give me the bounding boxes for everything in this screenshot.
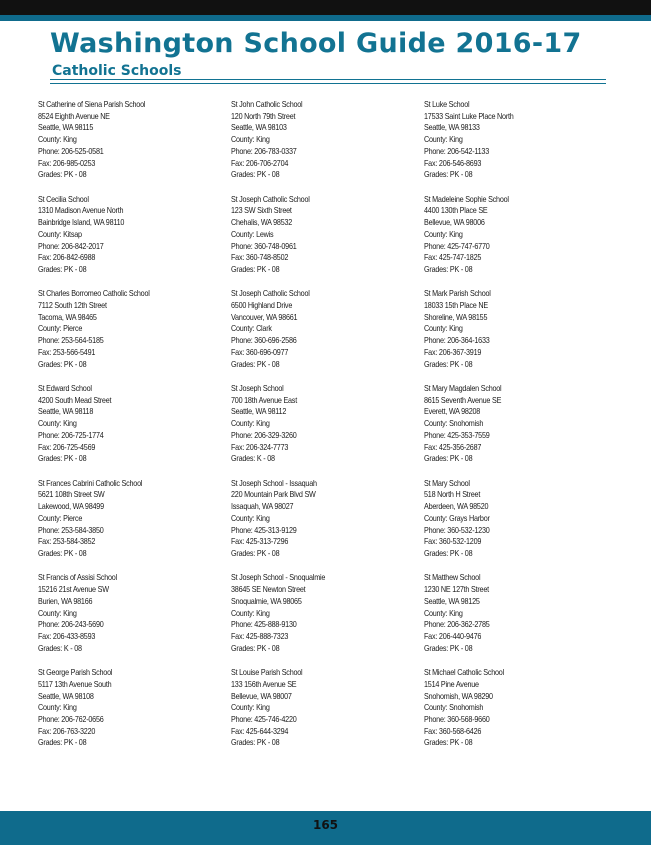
- school-entry: [231, 572, 421, 667]
- school-entry: [424, 194, 614, 289]
- school-city: Vancouver, WA 98661: [231, 312, 298, 322]
- school-fax: Fax: 425-356-2687: [424, 442, 482, 452]
- school-city: Burien, WA 98166: [38, 596, 93, 606]
- school-fax: Fax: 206-706-2704: [231, 158, 289, 168]
- school-phone: Phone: 206-525-0581: [38, 146, 104, 156]
- page-subtitle: Catholic Schools: [52, 63, 182, 79]
- school-city: Chehalis, WA 98532: [231, 218, 293, 228]
- school-city: Lakewood, WA 98499: [38, 502, 104, 512]
- school-phone: Phone: 206-362-2785: [424, 620, 490, 630]
- school-address: 15216 21st Avenue SW: [38, 585, 109, 595]
- school-fax: Fax: 425-888-7323: [231, 631, 289, 641]
- school-phone: Phone: 206-364-1633: [424, 336, 490, 346]
- school-address: 1230 NE 127th Street: [424, 585, 489, 595]
- school-phone: Phone: 425-313-9129: [231, 525, 297, 535]
- school-fax: Fax: 253-584-3852: [38, 537, 96, 547]
- school-grades: Grades: PK - 08: [424, 548, 473, 558]
- school-phone: Phone: 206-725-1774: [38, 430, 104, 440]
- school-fax: Fax: 360-532-1209: [424, 537, 482, 547]
- school-fax: Fax: 206-367-3919: [424, 347, 482, 357]
- school-grades: Grades: PK - 08: [424, 738, 473, 748]
- school-fax: Fax: 206-546-8693: [424, 158, 482, 168]
- school-fax: Fax: 206-985-0253: [38, 158, 96, 168]
- school-grades: Grades: PK - 08: [231, 264, 280, 274]
- school-fax: Fax: 253-566-5491: [38, 347, 96, 357]
- school-phone: Phone: 360-532-1230: [424, 525, 490, 535]
- header-rule-bottom: [50, 83, 606, 84]
- school-entry: [231, 288, 421, 383]
- school-city: Seattle, WA 98112: [231, 407, 287, 417]
- school-name: St Madeleine Sophie School: [424, 194, 509, 204]
- school-fax: Fax: 360-748-8502: [231, 253, 289, 263]
- school-name: St Luke School: [424, 100, 470, 109]
- school-city: Bellevue, WA 98006: [424, 218, 485, 228]
- school-entry: [424, 383, 614, 478]
- school-phone: Phone: 206-329-3260: [231, 430, 297, 440]
- school-fax: Fax: 206-763-3220: [38, 726, 96, 736]
- school-name: St Michael Catholic School: [424, 668, 504, 678]
- school-grades: Grades: PK - 08: [231, 643, 280, 653]
- school-grades: Grades: PK - 08: [38, 264, 87, 274]
- school-name: St John Catholic School: [231, 100, 303, 109]
- school-entry: [38, 572, 228, 667]
- school-grades: Grades: PK - 08: [231, 359, 280, 369]
- school-county: County: King: [231, 513, 270, 523]
- school-city: Snohomish, WA 98290: [424, 691, 493, 701]
- school-address: 120 North 79th Street: [231, 111, 296, 121]
- school-address: 7112 South 12th Street: [38, 301, 107, 311]
- school-city: Seattle, WA 98108: [38, 691, 94, 701]
- school-name: St George Parish School: [38, 668, 113, 678]
- school-fax: Fax: 206-440-9476: [424, 631, 482, 641]
- school-entry: [424, 99, 614, 194]
- school-city: Issaquah, WA 98027: [231, 502, 294, 512]
- school-name: St Mary School: [424, 478, 470, 488]
- school-city: Bainbridge Island, WA 98110: [38, 218, 125, 228]
- school-name: St Joseph Catholic School: [231, 289, 310, 299]
- school-grades: Grades: PK - 08: [424, 170, 473, 180]
- school-entry: [38, 383, 228, 478]
- school-fax: Fax: 360-568-6426: [424, 726, 482, 736]
- school-county: County: King: [38, 703, 77, 713]
- school-grades: Grades: PK - 08: [424, 643, 473, 653]
- school-name: St Frances Cabrini Catholic School: [38, 478, 143, 488]
- school-phone: Phone: 253-564-5185: [38, 336, 104, 346]
- school-address: 133 156th Avenue SE: [231, 679, 297, 689]
- school-phone: Phone: 206-762-0656: [38, 714, 104, 724]
- school-column-2: [231, 99, 421, 762]
- school-county: County: Grays Harbor: [424, 513, 490, 523]
- school-grades: Grades: PK - 08: [38, 170, 87, 180]
- school-entry: [38, 99, 228, 194]
- school-county: County: King: [231, 608, 270, 618]
- school-name: St Cecilia School: [38, 194, 89, 204]
- school-address: 8615 Seventh Avenue SE: [424, 395, 502, 405]
- school-address: 17533 Saint Luke Place North: [424, 111, 514, 121]
- school-fax: Fax: 206-324-7773: [231, 442, 289, 452]
- school-name: St Mary Magdalen School: [424, 384, 502, 394]
- school-entry: [231, 194, 421, 289]
- school-entry: [424, 572, 614, 667]
- school-county: County: Pierce: [38, 513, 83, 523]
- page-title: Washington School Guide 2016-17: [50, 28, 582, 59]
- school-name: St Louise Parish School: [231, 668, 303, 678]
- school-entry: [38, 667, 228, 762]
- top-bar-black: [0, 0, 651, 15]
- school-city: Bellevue, WA 98007: [231, 691, 292, 701]
- school-fax: Fax: 206-433-8593: [38, 631, 96, 641]
- school-fax: Fax: 206-725-4569: [38, 442, 96, 452]
- school-city: Seattle, WA 98103: [231, 123, 287, 133]
- school-city: Seattle, WA 98133: [424, 123, 480, 133]
- school-address: 700 18th Avenue East: [231, 395, 297, 405]
- school-fax: Fax: 425-747-1825: [424, 253, 482, 263]
- page-number: 165: [312, 818, 339, 832]
- school-county: County: King: [38, 608, 77, 618]
- school-county: County: Lewis: [231, 229, 274, 239]
- school-phone: Phone: 206-842-2017: [38, 241, 104, 251]
- school-name: St Joseph Catholic School: [231, 194, 310, 204]
- school-city: Seattle, WA 98115: [38, 123, 94, 133]
- school-address: 8524 Eighth Avenue NE: [38, 111, 110, 121]
- school-address: 1514 Pine Avenue: [424, 679, 479, 689]
- school-county: County: Kitsap: [38, 229, 82, 239]
- school-county: County: King: [231, 135, 270, 145]
- school-column-3: [424, 99, 614, 762]
- school-name: St Joseph School - Issaquah: [231, 478, 317, 488]
- school-address: 6500 Highland Drive: [231, 301, 293, 311]
- school-phone: Phone: 206-542-1133: [424, 146, 489, 156]
- school-listing: [38, 99, 618, 759]
- school-county: County: King: [231, 419, 270, 429]
- school-phone: Phone: 253-584-3850: [38, 525, 104, 535]
- school-fax: Fax: 206-842-6988: [38, 253, 96, 263]
- school-grades: Grades: K - 08: [38, 643, 82, 653]
- school-phone: Phone: 425-888-9130: [231, 620, 297, 630]
- school-county: County: Snohomish: [424, 703, 484, 713]
- school-city: Snoqualmie, WA 98065: [231, 596, 302, 606]
- school-address: 123 SW Sixth Street: [231, 206, 292, 216]
- school-name: St Matthew School: [424, 573, 481, 583]
- school-city: Shoreline, WA 98155: [424, 312, 488, 322]
- school-county: County: King: [38, 135, 77, 145]
- school-grades: Grades: PK - 08: [424, 359, 473, 369]
- school-address: 4400 130th Place SE: [424, 206, 488, 216]
- school-grades: Grades: PK - 08: [231, 738, 280, 748]
- school-grades: Grades: K - 08: [231, 454, 275, 464]
- school-name: St Joseph School - Snoqualmie: [231, 573, 326, 583]
- school-name: St Charles Borromeo Catholic School: [38, 289, 150, 299]
- school-fax: Fax: 360-696-0977: [231, 347, 289, 357]
- school-address: 5621 108th Street SW: [38, 490, 105, 500]
- school-entry: [231, 478, 421, 573]
- school-name: St Joseph School: [231, 384, 284, 394]
- school-entry: [231, 99, 421, 194]
- school-grades: Grades: PK - 08: [231, 170, 280, 180]
- school-name: St Francis of Assisi School: [38, 573, 117, 583]
- school-column-1: [38, 99, 228, 762]
- school-entry: [38, 478, 228, 573]
- school-entry: [424, 667, 614, 762]
- school-grades: Grades: PK - 08: [424, 454, 473, 464]
- school-phone: Phone: 206-783-0337: [231, 146, 297, 156]
- school-phone: Phone: 206-243-5690: [38, 620, 104, 630]
- school-city: Tacoma, WA 98465: [38, 312, 97, 322]
- school-county: County: King: [424, 229, 463, 239]
- school-address: 4200 South Mead Street: [38, 395, 112, 405]
- school-name: St Mark Parish School: [424, 289, 491, 299]
- school-city: Everett, WA 98208: [424, 407, 481, 417]
- school-entry: [424, 288, 614, 383]
- school-city: Aberdeen, WA 98520: [424, 502, 489, 512]
- school-county: County: King: [424, 135, 463, 145]
- school-entry: [231, 383, 421, 478]
- school-entry: [231, 667, 421, 762]
- header-rule-top: [50, 79, 606, 80]
- school-phone: Phone: 360-568-9660: [424, 714, 490, 724]
- school-entry: [424, 478, 614, 573]
- school-address: 518 North H Street: [424, 490, 481, 500]
- school-address: 220 Mountain Park Blvd SW: [231, 490, 316, 500]
- school-city: Seattle, WA 98125: [424, 596, 480, 606]
- school-grades: Grades: PK - 08: [424, 264, 473, 274]
- school-name: St Edward School: [38, 384, 92, 394]
- school-county: County: King: [424, 324, 463, 334]
- school-name: St Catherine of Siena Parish School: [38, 100, 146, 109]
- school-grades: Grades: PK - 08: [38, 359, 87, 369]
- school-address: 1310 Madison Avenue North: [38, 206, 124, 216]
- school-address: 5117 13th Avenue South: [38, 679, 112, 689]
- school-county: County: King: [424, 608, 463, 618]
- school-fax: Fax: 425-644-3294: [231, 726, 289, 736]
- school-phone: Phone: 425-746-4220: [231, 714, 297, 724]
- school-city: Seattle, WA 98118: [38, 407, 94, 417]
- school-entry: [38, 288, 228, 383]
- school-address: 18033 15th Place NE: [424, 301, 488, 311]
- school-entry: [38, 194, 228, 289]
- school-county: County: Clark: [231, 324, 272, 334]
- school-phone: Phone: 360-696-2586: [231, 336, 297, 346]
- school-phone: Phone: 425-747-6770: [424, 241, 490, 251]
- school-fax: Fax: 425-313-7296: [231, 537, 289, 547]
- school-grades: Grades: PK - 08: [231, 548, 280, 558]
- school-grades: Grades: PK - 08: [38, 548, 87, 558]
- school-county: County: King: [231, 703, 270, 713]
- school-phone: Phone: 360-748-0961: [231, 241, 297, 251]
- school-address: 38645 SE Newton Street: [231, 585, 306, 595]
- school-grades: Grades: PK - 08: [38, 738, 87, 748]
- top-bar-teal: [0, 15, 651, 21]
- school-grades: Grades: PK - 08: [38, 454, 87, 464]
- school-county: County: Pierce: [38, 324, 83, 334]
- school-county: County: King: [38, 419, 77, 429]
- school-phone: Phone: 425-353-7559: [424, 430, 490, 440]
- school-county: County: Snohomish: [424, 419, 484, 429]
